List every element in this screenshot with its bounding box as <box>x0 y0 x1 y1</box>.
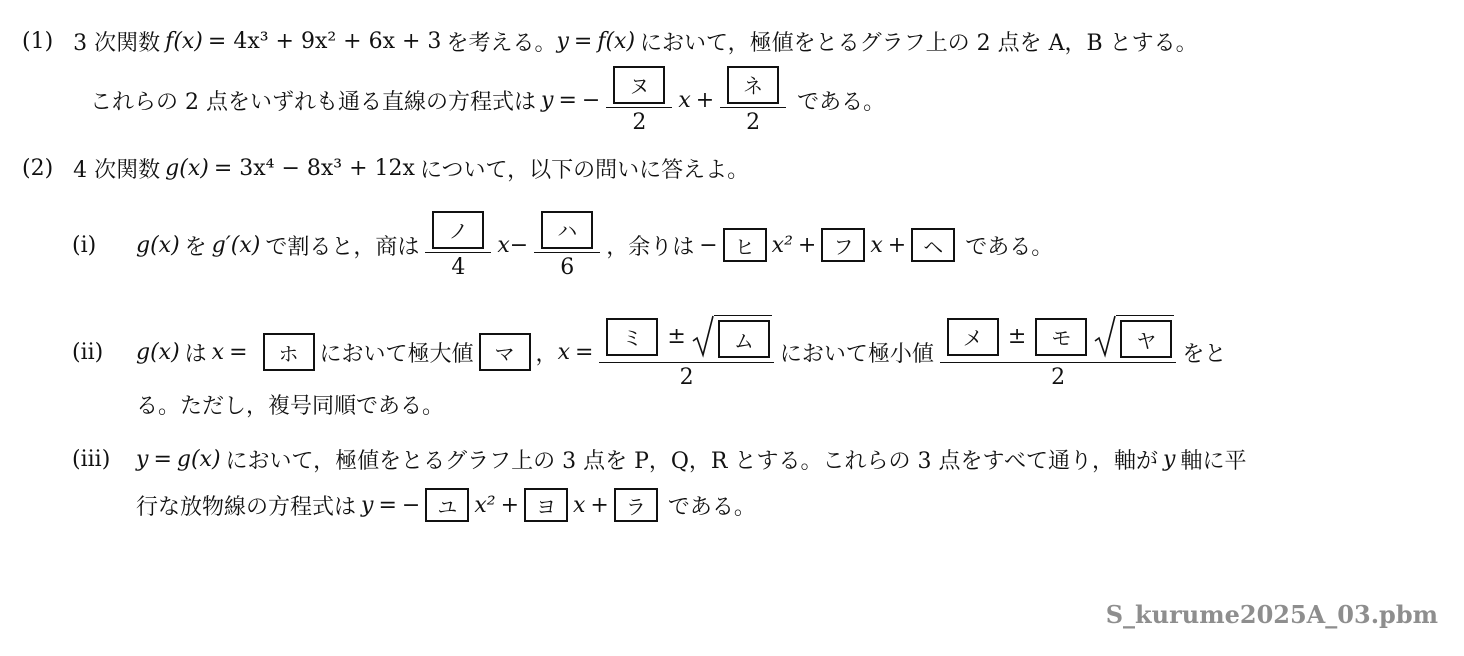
fraction-no-over-4 <box>425 211 491 280</box>
problem-1-line-1 <box>22 24 1198 58</box>
function-f: f(x) <box>597 28 636 54</box>
function-g-prime: g′(x) <box>211 232 261 258</box>
subproblem-ii-text-1: において極大値 <box>319 341 474 367</box>
problem-1-end: である。 <box>797 89 886 115</box>
var-x: x <box>678 87 691 113</box>
var-y: y <box>361 492 374 518</box>
subproblem-i-text-2: ，余りは <box>606 234 695 260</box>
denominator: 6 <box>560 254 575 280</box>
subproblem-iii-end: である。 <box>667 494 756 520</box>
problem-1-lead: 3 次関数 <box>73 30 161 56</box>
subproblem-ii-text-2: において極小値 <box>779 341 934 367</box>
function-g: g(x) <box>165 155 209 181</box>
plus-minus-sign: ± <box>1007 324 1027 349</box>
answer-box-ma[interactable]: マ <box>479 333 531 371</box>
plus-sign: + <box>590 492 609 518</box>
fraction-ne-over-2 <box>720 66 786 135</box>
subproblem-ii-number: (ii) <box>72 339 104 365</box>
subproblem-ii-text-4: る。ただし，複号同順である。 <box>136 393 445 419</box>
fraction-ha-over-6 <box>534 211 600 280</box>
problem-1-line-2 <box>90 60 885 140</box>
answer-box-no[interactable]: ノ <box>432 211 484 249</box>
plus-minus-sign: ± <box>667 324 686 349</box>
var-x: x <box>497 232 510 258</box>
answer-box-yo[interactable]: ヨ <box>524 488 568 522</box>
answer-box-ya[interactable]: ヤ <box>1120 320 1172 358</box>
radical-sign-icon <box>692 315 714 359</box>
denominator: 4 <box>451 254 466 280</box>
equals: = <box>558 87 577 113</box>
var-x: x <box>557 339 570 365</box>
problem-1-number: (1) <box>22 28 54 54</box>
var-y: y <box>136 446 149 472</box>
subproblem-iii-text-1: において，極値をとるグラフ上の 3 点を P，Q，R とする。これらの 3 点をすべて通り，軸が <box>225 448 1159 474</box>
minus-sign: − <box>401 492 421 518</box>
var-x: x <box>211 339 225 365</box>
answer-box-nu[interactable]: ヌ <box>613 66 665 104</box>
minus-sign: − <box>581 87 601 113</box>
particle-wo: を <box>184 234 207 260</box>
x-squared: x² <box>474 492 496 518</box>
function-f-definition: = 4x³ + 9x² + 6x + 3 <box>207 28 442 54</box>
answer-box-hi[interactable]: ヒ <box>723 228 767 262</box>
subproblem-iii-text-3: 行な放物線の方程式は <box>136 494 357 520</box>
answer-box-fu[interactable]: フ <box>821 228 865 262</box>
radical-sign-icon <box>1094 315 1116 359</box>
problem-2-iii-line-2 <box>136 486 756 524</box>
answer-box-mu[interactable]: ム <box>718 320 770 358</box>
subproblem-ii-text-3: をと <box>1182 341 1227 367</box>
answer-box-he[interactable]: ヘ <box>911 228 955 262</box>
fraction-mi-pm-sqrt-mu-over-2 <box>599 315 773 390</box>
function-f: f(x) <box>165 28 203 54</box>
minus-sign: − <box>509 232 529 258</box>
var-x: x <box>870 232 883 258</box>
answer-box-yu[interactable]: ユ <box>425 488 469 522</box>
answer-box-mo[interactable]: モ <box>1035 318 1087 356</box>
subproblem-iii-text-2: 軸に平 <box>1180 448 1247 474</box>
var-y: y <box>1163 446 1176 472</box>
square-root <box>1094 315 1174 359</box>
function-g-definition: = 3x⁴ − 8x³ + 12x <box>213 155 415 181</box>
answer-box-ho[interactable]: ホ <box>263 333 315 371</box>
subproblem-i-text-1: で割ると，商は <box>265 234 420 260</box>
plus-sign: + <box>695 87 715 113</box>
answer-box-ha[interactable]: ハ <box>541 211 593 249</box>
plus-sign: + <box>797 232 817 258</box>
minus-sign: − <box>699 232 718 258</box>
denominator: 2 <box>1051 364 1066 390</box>
problem-1-text-1: を考える。 <box>446 30 557 56</box>
comma: ， <box>535 341 558 367</box>
function-g: g(x) <box>136 232 180 258</box>
answer-box-ra[interactable]: ラ <box>614 488 658 522</box>
denominator: 2 <box>632 109 647 135</box>
equals: = <box>573 28 593 54</box>
equals: = <box>378 492 397 518</box>
var-y: y <box>556 28 569 54</box>
equals: = <box>153 446 172 472</box>
source-filename: S_kurume2025A_03.pbm <box>1105 600 1438 629</box>
equals: = <box>229 339 248 365</box>
subproblem-i-end: である。 <box>965 234 1054 260</box>
problem-2-ii-line-2 <box>136 387 444 421</box>
function-g: g(x) <box>176 446 221 472</box>
answer-box-mi[interactable]: ミ <box>606 318 658 356</box>
problem-2-number: (2) <box>22 155 54 181</box>
problem-2-line-1 <box>22 151 749 185</box>
denominator: 2 <box>746 109 761 135</box>
subproblem-i-number: (i) <box>72 232 97 258</box>
var-x: x <box>573 492 586 518</box>
plus-sign: + <box>500 492 519 518</box>
subproblem-iii-number: (iii) <box>72 446 111 472</box>
problem-2-i-line <box>72 198 1053 292</box>
x-squared: x² <box>771 232 793 258</box>
denominator: 2 <box>679 364 694 390</box>
particle-ha: は <box>184 341 207 367</box>
square-root <box>692 315 772 359</box>
function-g: g(x) <box>136 339 180 365</box>
problem-1-text-2: において，極値をとるグラフ上の 2 点を A，B とする。 <box>640 30 1198 56</box>
fraction-nu-over-2 <box>606 66 672 135</box>
answer-box-ne[interactable]: ネ <box>727 66 779 104</box>
problem-2-lead: 4 次関数 <box>73 157 161 183</box>
problem-2-iii-line-1 <box>72 442 1246 476</box>
answer-box-me[interactable]: メ <box>947 318 999 356</box>
problem-2-text-1: について，以下の問いに答えよ。 <box>419 157 750 183</box>
equals: = <box>574 339 594 365</box>
plus-sign: + <box>887 232 907 258</box>
problem-1-text-3: これらの 2 点をいずれも通る直線の方程式は <box>90 89 536 115</box>
var-y: y <box>541 87 554 113</box>
fraction-me-pm-mo-sqrt-ya-over-2 <box>940 315 1176 390</box>
